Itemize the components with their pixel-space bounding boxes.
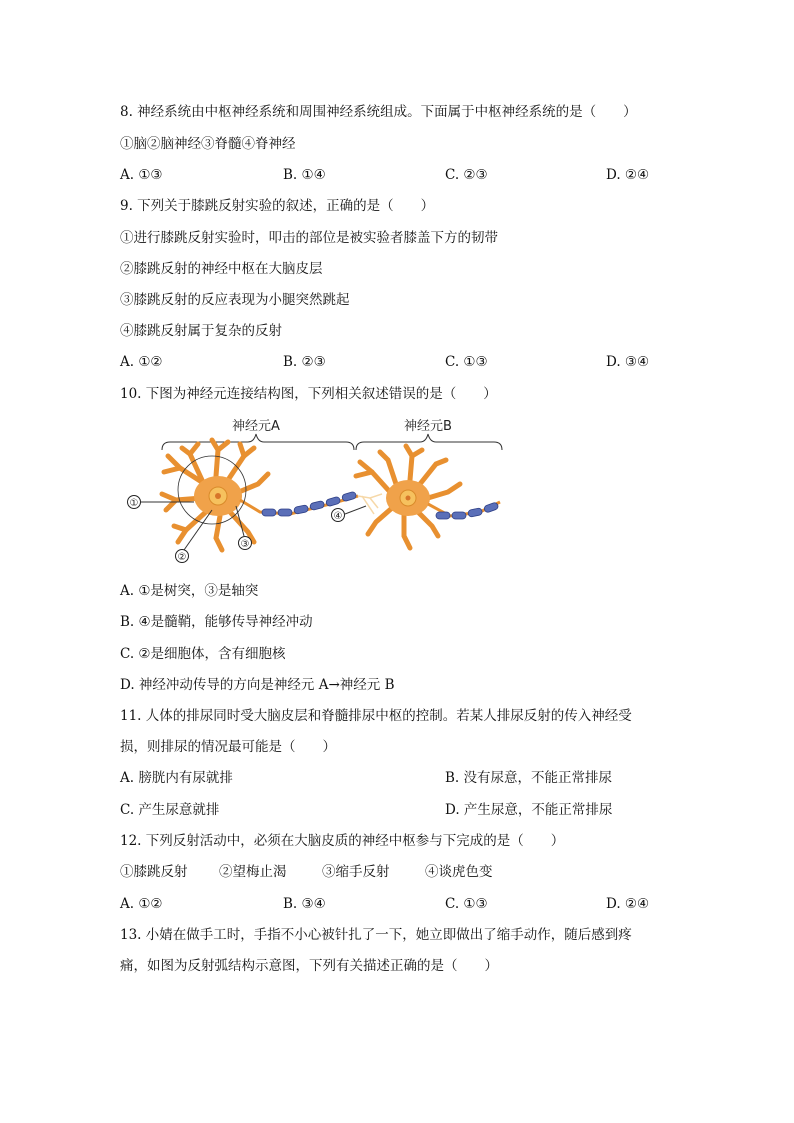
neuron-b-myelin-sheath — [436, 502, 499, 519]
q9-option-a[interactable]: A. ①② — [120, 354, 163, 370]
neuron-a-label: 神经元A — [232, 419, 280, 434]
marker-2: ② — [177, 552, 187, 563]
q8-option-d[interactable]: D. ②④ — [606, 167, 650, 183]
q11-stem-line1: 11. 人体的排尿同时受大脑皮层和脊髓排尿中枢的控制。若某人排尿反射的传入神经受 — [120, 708, 632, 724]
q9-statement-4: ④膝跳反射属于复杂的反射 — [120, 323, 282, 339]
q12-item-2: ②望梅止渴 — [219, 864, 287, 880]
q10-option-a[interactable]: A. ①是树突，③是轴突 — [120, 583, 259, 599]
q12-option-b[interactable]: B. ③④ — [283, 896, 326, 912]
q12-option-d[interactable]: D. ②④ — [606, 896, 650, 912]
q8-option-a[interactable]: A. ①③ — [120, 167, 163, 183]
q9-option-c[interactable]: C. ①③ — [445, 354, 488, 370]
marker-3: ③ — [240, 539, 250, 550]
q10-option-b[interactable]: B. ④是髓鞘，能够传导神经冲动 — [120, 614, 313, 630]
q8-option-c[interactable]: C. ②③ — [445, 167, 488, 183]
q11-option-d[interactable]: D. 产生尿意，不能正常排尿 — [445, 802, 613, 818]
q12-option-a[interactable]: A. ①② — [120, 896, 163, 912]
q9-statement-3: ③膝跳反射的反应表现为小腿突然跳起 — [120, 292, 350, 308]
q12-option-c[interactable]: C. ①③ — [445, 896, 488, 912]
q9-option-d[interactable]: D. ③④ — [606, 354, 650, 370]
neuron-connection-figure — [120, 414, 510, 566]
q9-statement-2: ②膝跳反射的神经中枢在大脑皮层 — [120, 261, 323, 277]
q13-stem-line2: 痛，如图为反射弧结构示意图，下列有关描述正确的是（ ） — [120, 958, 498, 974]
q11-option-c[interactable]: C. 产生尿意就排 — [120, 802, 220, 818]
marker-1: ① — [129, 498, 139, 509]
q11-option-b[interactable]: B. 没有尿意，不能正常排尿 — [445, 770, 613, 786]
neuron-b-label: 神经元B — [404, 419, 452, 434]
q12-item-3: ③缩手反射 — [322, 864, 390, 880]
q10-option-c[interactable]: C. ②是细胞体，含有细胞核 — [120, 646, 286, 662]
q9-option-b[interactable]: B. ②③ — [283, 354, 326, 370]
q12-item-1: ①膝跳反射 — [120, 864, 188, 880]
q11-stem-line2: 损，则排尿的情况最可能是（ ） — [120, 739, 336, 755]
neuron-b-brace — [356, 434, 502, 450]
q11-option-a[interactable]: A. 膀胱内有尿就排 — [120, 770, 233, 786]
q8-items: ①脑②脑神经③脊髓④脊神经 — [120, 136, 296, 152]
q9-stem: 9. 下列关于膝跳反射实验的叙述，正确的是（ ） — [120, 198, 435, 214]
q8-stem: 8. 神经系统由中枢神经系统和周围神经系统组成。下面属于中枢神经系统的是（ ） — [120, 104, 637, 120]
neuron-a-brace — [162, 434, 354, 450]
synapse-terminals — [358, 494, 382, 514]
q8-option-b[interactable]: B. ①④ — [283, 167, 326, 183]
q12-stem: 12. 下列反射活动中，必须在大脑皮质的神经中枢参与下完成的是（ ） — [120, 833, 565, 849]
q10-option-d[interactable]: D. 神经冲动传导的方向是神经元 A→神经元 B — [120, 677, 395, 693]
marker-4: ④ — [333, 511, 343, 522]
q13-stem-line1: 13. 小婧在做手工时，手指不小心被针扎了一下，她立即做出了缩手动作，随后感到疼 — [120, 927, 632, 943]
q12-item-4: ④谈虎色变 — [425, 864, 493, 880]
q10-stem: 10. 下图为神经元连接结构图，下列相关叙述错误的是（ ） — [120, 386, 497, 402]
q9-statement-1: ①进行膝跳反射实验时，叩击的部位是被实验者膝盖下方的韧带 — [120, 230, 498, 246]
